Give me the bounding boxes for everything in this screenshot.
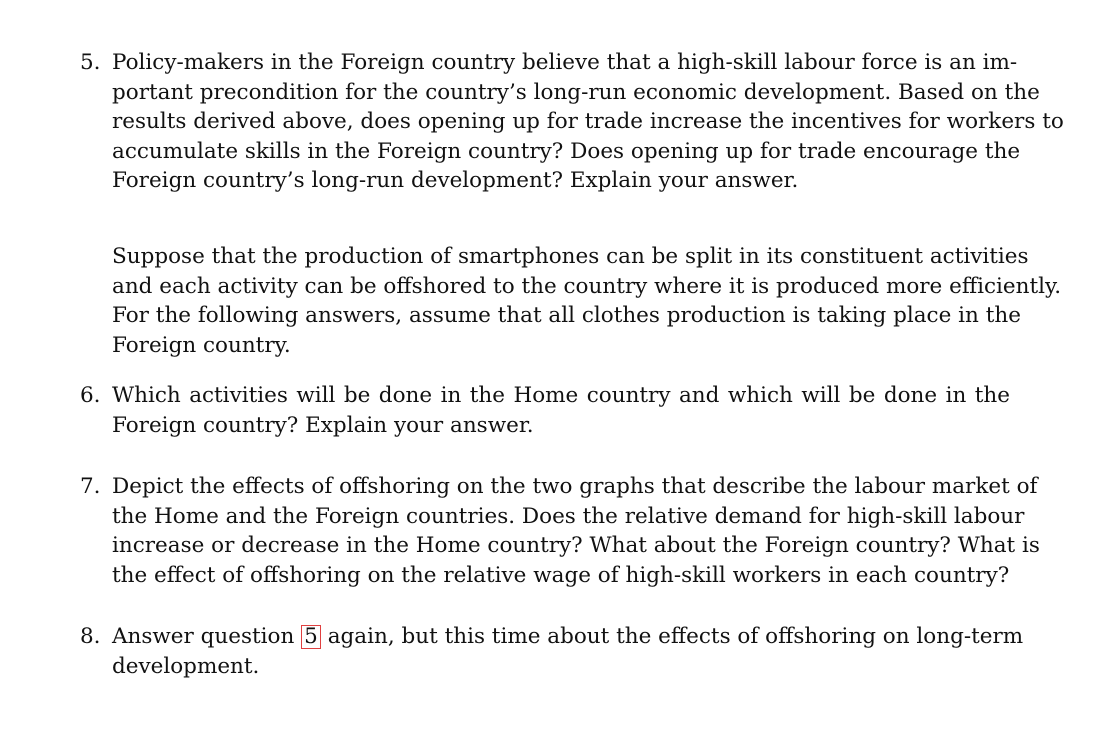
text-fragment: Answer question [112, 624, 295, 649]
text-fragment: again, but this time about the effects of offshoring on long-term [327, 624, 1024, 649]
text-line: Foreign country? Explain your answer. [112, 412, 534, 438]
question-text [112, 622, 1024, 681]
question-number: 6. [80, 383, 101, 408]
question-number: 5. [80, 50, 101, 75]
text-line: increase or decrease in the Home country? What about the Foreign country? What is [112, 533, 1040, 558]
question-text [112, 472, 1040, 590]
text-line: accumulate skills in the Foreign country? Does opening up for trade encourage the [112, 138, 1021, 164]
question-text [112, 48, 1064, 196]
text-line: the Home and the Foreign countries. Does the relative demand for high-skill labour [112, 503, 1025, 529]
text-line: Suppose that the production of smartphones can be split in its constituent activities [112, 244, 1029, 269]
text-line: Policy-makers in the Foreign country believe that a high-skill labour force is an im- [112, 50, 1018, 75]
question-text [112, 381, 1010, 440]
text-line: Which activities will be done in the Home country and which will be done in the [112, 383, 1010, 408]
text-line: Foreign country’s long-run development? Explain your answer. [112, 168, 799, 193]
question-number: 8. [80, 624, 101, 649]
question-reference-link[interactable]: 5 [301, 625, 321, 649]
text-line: Foreign country. [112, 332, 291, 358]
offshoring-intro-paragraph [112, 242, 1062, 360]
text-line [112, 622, 1024, 652]
text-line: the effect of offshoring on the relative wage of high-skill workers in each country? [112, 562, 1010, 588]
text-line: portant precondition for the country’s long-run economic development. Based on the [112, 79, 1040, 105]
question-number: 7. [80, 474, 101, 499]
text-line: and each activity can be offshored to the country where it is produced more efficiently. [112, 273, 1062, 299]
text-line: Depict the effects of offshoring on the two graphs that describe the labour market of [112, 474, 1038, 499]
text-line: results derived above, does opening up for trade increase the incentives for workers to [112, 109, 1064, 134]
text-line: development. [112, 653, 260, 679]
text-line: For the following answers, assume that all clothes production is taking place in the [112, 303, 1021, 328]
